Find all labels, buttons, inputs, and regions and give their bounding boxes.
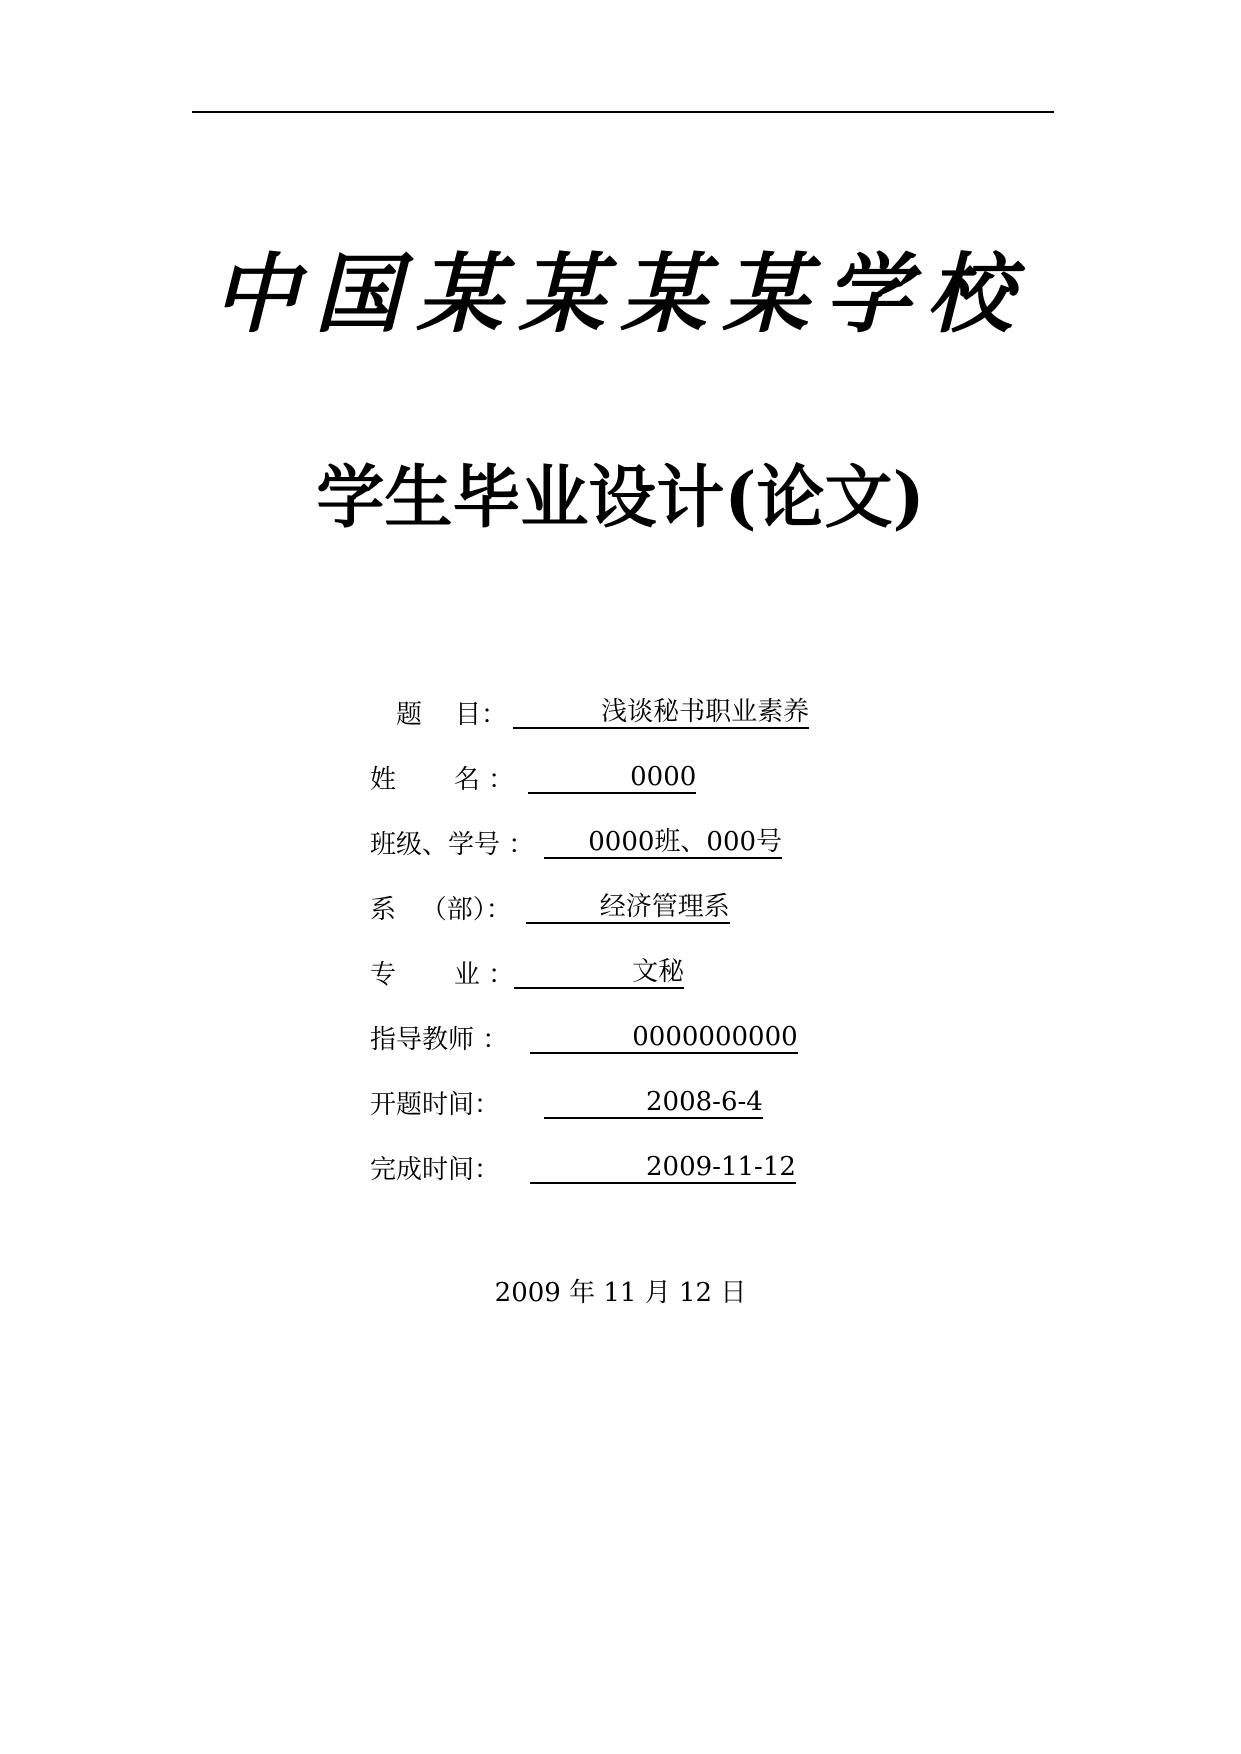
field-label-department: 系 （部）： — [370, 895, 512, 925]
field-row-advisor — [370, 1005, 930, 1070]
field-value-name: 0000 — [528, 762, 696, 794]
field-label-class-id: 班级、学号 ： — [370, 830, 535, 860]
field-row-start-date — [370, 1070, 930, 1135]
field-label-title: 题 目： — [396, 700, 508, 730]
field-label-start-date: 开题时间： — [370, 1090, 501, 1120]
field-value-major: 文秘 — [514, 957, 684, 989]
field-value-class-id: 0000班、000号 — [544, 827, 782, 859]
field-value-title: 浅谈秘书职业素养 — [513, 697, 809, 729]
field-value-finish-date: 2009-11-12 — [530, 1152, 796, 1184]
field-label-advisor: 指导教师 ： — [370, 1025, 509, 1055]
field-row-title — [370, 680, 930, 745]
field-value-advisor: 0000000000 — [530, 1022, 797, 1054]
field-row-name — [370, 745, 930, 810]
field-row-major — [370, 940, 930, 1005]
cover-date: 2009 年 11 月 12 日 — [494, 1278, 747, 1308]
cover-info-list — [370, 680, 930, 1200]
school-name: 中国某某某某学校 — [212, 244, 1029, 345]
header-rule — [192, 111, 1054, 113]
field-value-start-date: 2008-6-4 — [544, 1087, 763, 1119]
field-value-department: 经济管理系 — [526, 892, 730, 924]
field-row-finish-date — [370, 1135, 930, 1200]
field-label-major: 专 业 ： — [370, 960, 515, 990]
field-row-class-id — [370, 810, 930, 875]
field-label-finish-date: 完成时间： — [370, 1155, 501, 1185]
field-label-name: 姓 名 ： — [370, 765, 515, 795]
document-title: 学生毕业设计(论文) — [316, 458, 925, 538]
field-row-department — [370, 875, 930, 940]
